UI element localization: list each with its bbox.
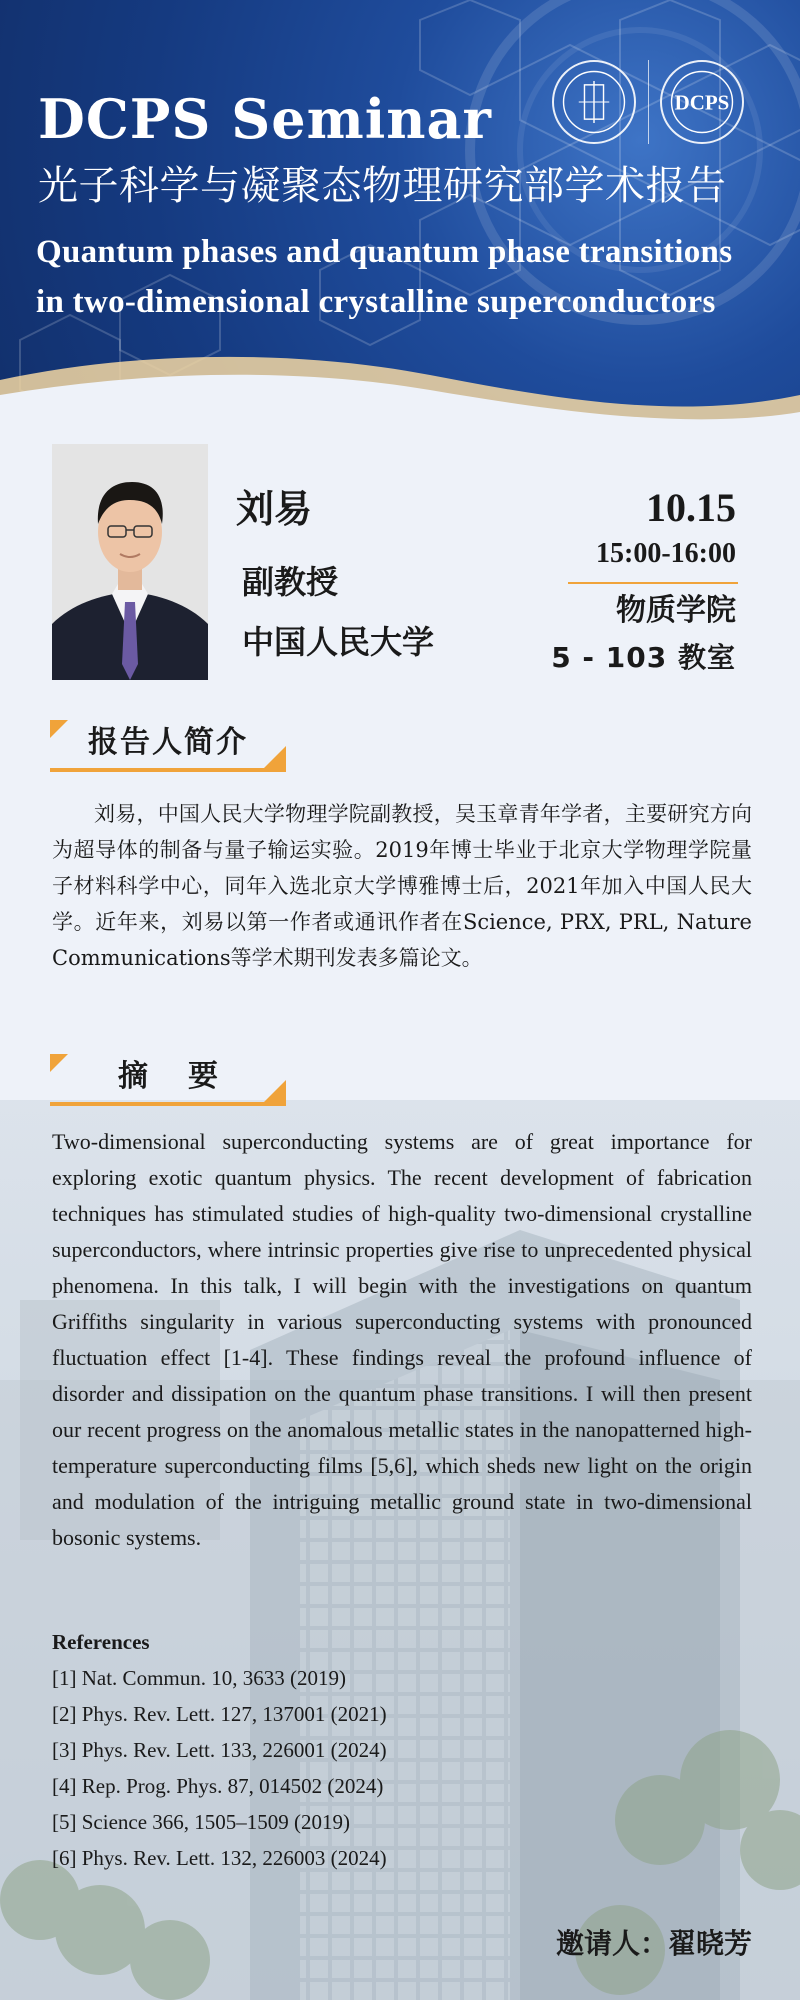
talk-date: 10.15 (646, 485, 736, 530)
abstract-section-heading (50, 1054, 286, 1106)
reference-item: [3] Phys. Rev. Lett. 133, 226001 (2024) (52, 1738, 387, 1762)
talk-time: 15:00-16:00 (596, 538, 736, 569)
heading-underline (50, 1102, 286, 1106)
heading-underline (50, 768, 286, 772)
invited-by: 邀请人：翟晓芳 (556, 1927, 753, 1960)
reference-item: [6] Phys. Rev. Lett. 132, 226003 (2024) (52, 1846, 387, 1870)
reference-item: [4] Rep. Prog. Phys. 87, 014502 (2024) (52, 1774, 384, 1798)
reference-item: [5] Science 366, 1505–1509 (2019) (52, 1810, 351, 1834)
molecular-lattice-pattern (0, 0, 800, 430)
speaker-name: 刘易 (236, 487, 313, 531)
dcps-logo (660, 60, 744, 144)
speaker-photo (52, 444, 208, 680)
time-divider (568, 582, 738, 584)
speaker-bio: 刘易，中国人民大学物理学院副教授，吴玉章青年学者，主要研究方向为超导体的制备与量子输运实验。2019年博士毕业于北京大学物理学院量子材料科学中心，同年入选北京大学博雅博士后，2021年加入中国人民大学。近年来，刘易以第一作者或通讯作者在Science, PRX, PRL, Nature Communications等学术期刊发表多篇论文。 (52, 802, 752, 970)
reference-item: [2] Phys. Rev. Lett. 127, 137001 (2021) (52, 1702, 387, 1726)
references-heading: References (52, 1630, 150, 1654)
speaker-title: 副教授 (242, 563, 339, 601)
series-title-cn: 光子科学与凝聚态物理研究部学术报告 (38, 163, 727, 209)
svg-text:DCPS: DCPS (674, 90, 730, 115)
speaker-affiliation: 中国人民大学 (242, 623, 435, 661)
venue-room: 5 - 103 教室 (551, 641, 736, 674)
talk-title-line1: Quantum phases and quantum phase transitions (36, 234, 733, 270)
series-title: DCPS Seminar (38, 87, 492, 151)
logo-divider (648, 60, 649, 144)
bio-section-heading (50, 720, 286, 772)
header-banner (0, 0, 800, 430)
abstract-heading-label: 摘要 (118, 1059, 258, 1094)
reference-item: [1] Nat. Commun. 10, 3633 (2019) (52, 1666, 346, 1690)
abstract-text: Two-dimensional superconducting systems are of great importance for exploring exotic quantum physics. The recent development of fabrication techniques has stimulated studies of high-quality two-dimensional crystalline superconductors, where intrinsic properties give rise to unprecedented physical phenomena. In this talk, I will begin with the investigations on quantum Griffiths singularity in various superconducting systems with pronounced fluctuation effect [1-4]. These findings reveal the profound influence of disorder and dissipation on the quantum phase transitions. I will then present our recent progress on the anomalous metallic states in the nanopatterned high-temperature superconducting films [5,6], which sheds new light on the origin and modulation of the intriguing metallic ground state in two-dimensional bosonic systems. (52, 1129, 752, 1550)
bio-heading-label: 报告人简介 (88, 725, 248, 760)
shanghaitech-university-logo (552, 60, 636, 144)
references-list (52, 1624, 652, 1876)
venue-building: 物质学院 (616, 593, 736, 628)
talk-title-line2: in two-dimensional crystalline superconductors (36, 284, 716, 320)
